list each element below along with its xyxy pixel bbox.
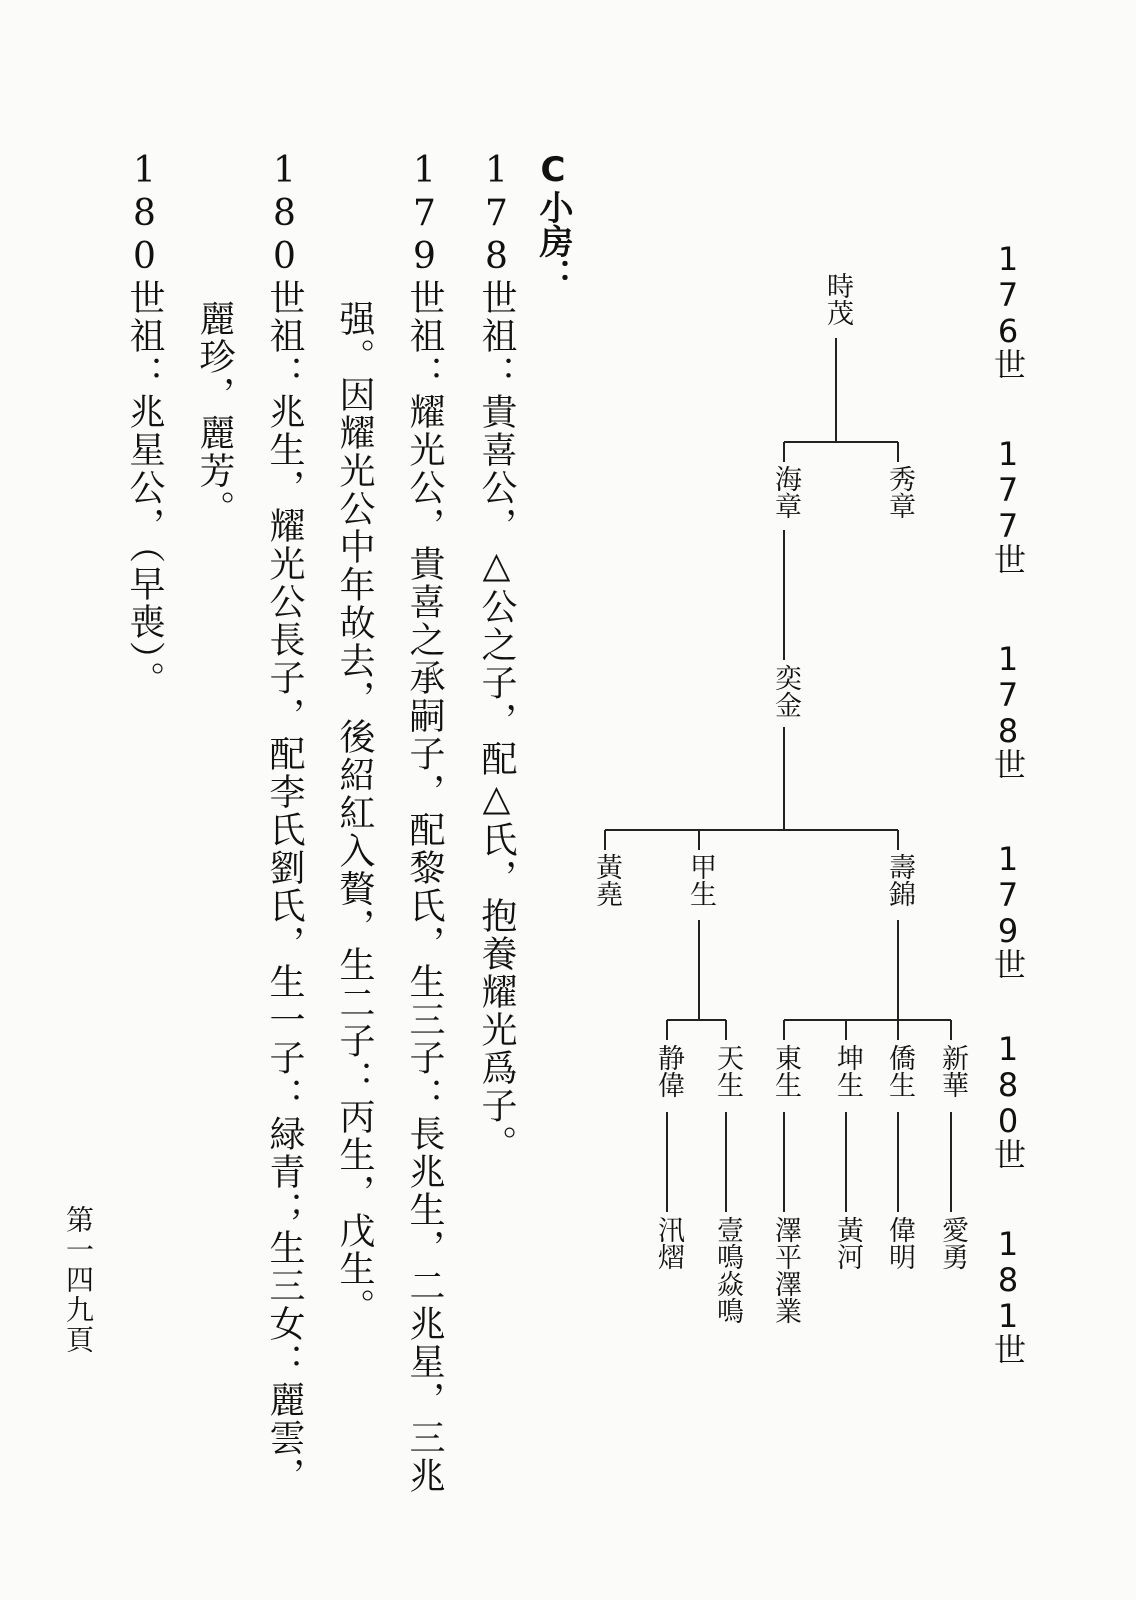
tree-node-weiming: 偉明 bbox=[884, 1216, 915, 1270]
tree-node-jingwei: 静偉 bbox=[653, 1044, 684, 1098]
tree-node-kunsheng: 坤生 bbox=[832, 1044, 863, 1098]
page-number: 第一四九頁 bbox=[62, 1205, 95, 1355]
text-column-180-zhaosheng: 180世祖：兆生，耀光公長子，配李氏劉氏，生一子：緑青；生三女：麗雲， bbox=[264, 150, 305, 1495]
tree-node-haizhang: 海章 bbox=[770, 465, 801, 519]
text-column-179-yaoguang: 179世祖：耀光公，貴喜之承嗣子，配黎氏，生三子：長兆生，二兆星，三兆 bbox=[404, 150, 445, 1495]
text-column-180-daughters: 麗珍，麗芳。 bbox=[194, 300, 235, 528]
text-column-180-zhaoxing: 180世祖：兆星公，（早喪）。 bbox=[124, 150, 165, 699]
tree-node-shoujin: 壽錦 bbox=[884, 853, 915, 907]
tree-node-zeping: 澤平澤業 bbox=[770, 1216, 801, 1324]
tree-node-jiasheng: 甲生 bbox=[685, 853, 716, 907]
generation-label-177: 177世 bbox=[989, 435, 1027, 573]
tree-node-huanghe: 黃河 bbox=[832, 1216, 863, 1270]
tree-node-yijin: 奕金 bbox=[770, 664, 801, 718]
tree-node-xinhua: 新華 bbox=[937, 1044, 968, 1098]
tree-node-shimao: 時茂 bbox=[822, 272, 853, 326]
tree-node-huangyao: 黃堯 bbox=[591, 853, 622, 907]
tree-node-tiansheng: 天生 bbox=[712, 1044, 743, 1098]
generation-label-178: 178世 bbox=[989, 640, 1027, 778]
generation-label-179: 179世 bbox=[989, 840, 1027, 978]
tree-node-qiaosheng: 僑生 bbox=[884, 1044, 915, 1098]
text-column-179-continued: 强。因耀光公中年故去，後紹紅入贅，生二子：丙生，戊生。 bbox=[334, 300, 375, 1326]
tree-node-yiming: 壹鳴焱鳴 bbox=[712, 1216, 743, 1324]
text-column-178-guixi: 178世祖：貴喜公，△公之子，配△氏，抱養耀光爲子。 bbox=[476, 150, 517, 1163]
tree-node-xunxi: 汛熠 bbox=[653, 1216, 684, 1270]
tree-node-aiyong: 愛勇 bbox=[937, 1216, 968, 1270]
generation-label-180: 180世 bbox=[989, 1030, 1027, 1168]
tree-node-dongsheng: 東生 bbox=[770, 1044, 801, 1098]
generation-label-176: 176世 bbox=[989, 240, 1027, 378]
generation-label-181: 181世 bbox=[989, 1225, 1027, 1363]
tree-node-xiuzhang: 秀章 bbox=[884, 465, 915, 519]
section-heading: C小房： bbox=[533, 150, 573, 292]
